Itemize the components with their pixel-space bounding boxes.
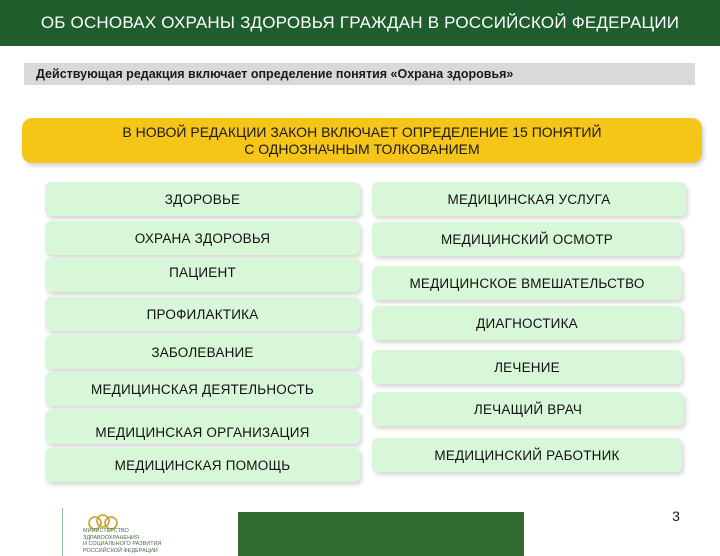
term-med-deyatelnost: МЕДИЦИНСКАЯ ДЕЯТЕЛЬНОСТЬ bbox=[45, 372, 360, 406]
term-profilaktika: ПРОФИЛАКТИКА bbox=[45, 297, 360, 331]
term-med-rabotnik: МЕДИЦИНСКИЙ РАБОТНИК bbox=[372, 438, 682, 472]
term-med-usluga: МЕДИЦИНСКАЯ УСЛУГА bbox=[372, 182, 686, 216]
footer-green-block bbox=[238, 512, 524, 556]
subtitle-bar: Действующая редакция включает определение понятия «Охрана здоровья» bbox=[24, 63, 695, 85]
page-number: 3 bbox=[672, 508, 680, 524]
term-diagnostika: ДИАГНОСТИКА bbox=[372, 306, 682, 340]
term-med-vmeshatelstvo: МЕДИЦИНСКОЕ ВМЕШАТЕЛЬСТВО bbox=[372, 266, 682, 300]
term-med-organizatsiya: МЕДИЦИНСКАЯ ОРГАНИЗАЦИЯ bbox=[45, 410, 360, 444]
term-okhrana-zdorovya: ОХРАНА ЗДОРОВЬЯ bbox=[45, 221, 360, 255]
term-zdorovye: ЗДОРОВЬЕ bbox=[45, 182, 360, 216]
term-med-pomoshch: МЕДИЦИНСКАЯ ПОМОЩЬ bbox=[45, 448, 360, 482]
term-lechashchiy-vrach: ЛЕЧАЩИЙ ВРАЧ bbox=[372, 392, 684, 426]
banner-line-2: С ОДНОЗНАЧНЫМ ТОЛКОВАНИЕМ bbox=[244, 140, 480, 157]
slide-title: ОБ ОСНОВАХ ОХРАНЫ ЗДОРОВЬЯ ГРАЖДАН В РОССИЙСКОЙ ФЕДЕРАЦИИ bbox=[0, 0, 720, 46]
term-med-osmotr: МЕДИЦИНСКИЙ ОСМОТР bbox=[372, 222, 682, 256]
banner bbox=[22, 118, 702, 163]
term-patsient: ПАЦИЕНТ bbox=[45, 258, 360, 292]
logo-caption: МИНИСТЕРСТВО ЗДРАВООХРАНЕНИЯ И СОЦИАЛЬНОГО РАЗВИТИЯ РОССИЙСКОЙ ФЕДЕРАЦИИ bbox=[83, 528, 162, 554]
term-lechenie: ЛЕЧЕНИЕ bbox=[372, 350, 682, 384]
banner-line-1: В НОВОЙ РЕДАКЦИИ ЗАКОН ВКЛЮЧАЕТ ОПРЕДЕЛЕНИЕ 15 ПОНЯТИЙ bbox=[122, 123, 602, 140]
ministry-logo bbox=[62, 508, 203, 556]
term-zabolevanie: ЗАБОЛЕВАНИЕ bbox=[45, 335, 360, 369]
